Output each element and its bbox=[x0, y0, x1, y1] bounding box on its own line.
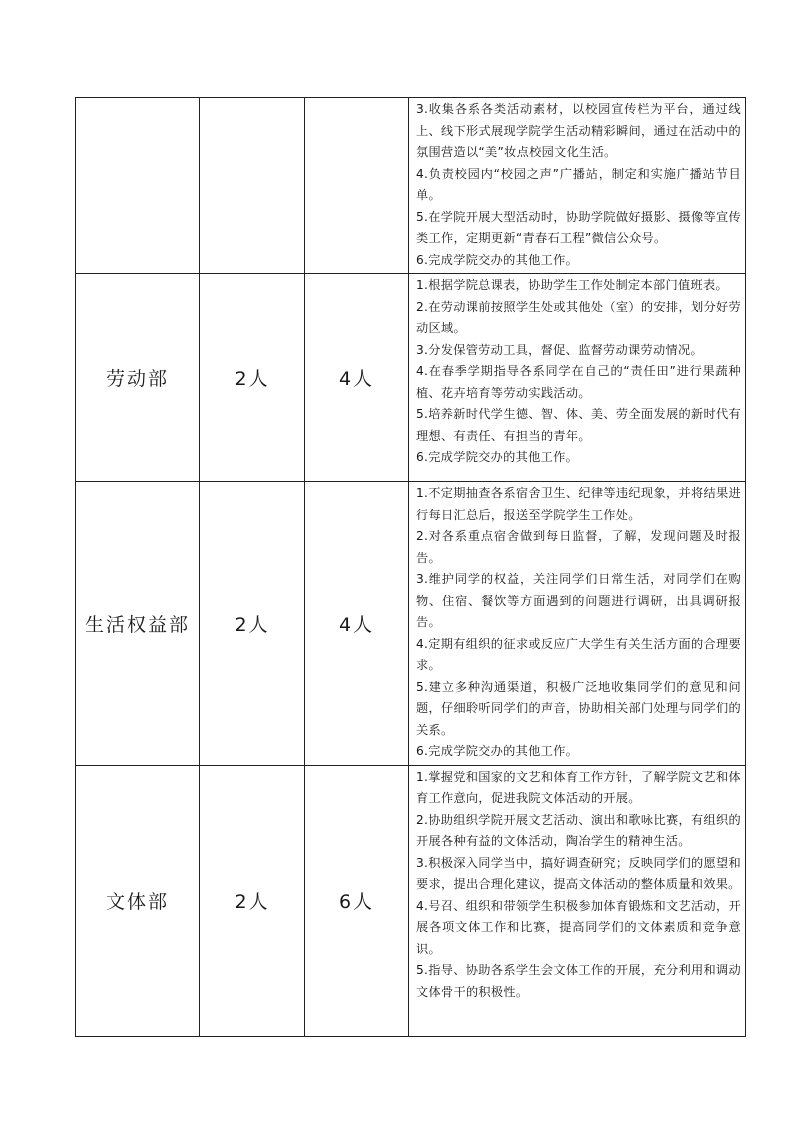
duty-item: 2.对各系重点宿舍做到每日监督，了解，发现问题及时报告。 bbox=[416, 529, 741, 565]
duty-item: 1.根据学院总课表，协助学生工作处制定本部门值班表。 bbox=[416, 278, 728, 292]
department-duty-table bbox=[75, 97, 746, 1037]
duties-cell bbox=[409, 98, 746, 274]
member-count-a bbox=[200, 98, 305, 274]
table-row bbox=[76, 765, 746, 1036]
duty-item: 5.指导、协助各系学生会文体工作的开展，充分利用和调动文体骨干的积极性。 bbox=[416, 963, 741, 999]
duty-item: 6.完成学院交办的其他工作。 bbox=[416, 450, 579, 464]
duty-item: 3.分发保管劳动工具，督促、监督劳动课劳动情况。 bbox=[416, 342, 703, 357]
department-name: 劳动部 bbox=[76, 274, 200, 482]
department-name: 生活权益部 bbox=[76, 482, 200, 766]
member-count-a: 2人 bbox=[200, 765, 305, 1036]
duty-item: 2.在劳动课前按照学生处或其他处（室）的安排，划分好劳动区域。 bbox=[416, 299, 741, 335]
duty-item: 1.掌握党和国家的文艺和体育工作方针，了解学院文艺和体育工作意向，促进我院文体活动的开展。 bbox=[416, 769, 741, 805]
duty-item: 4.号召、组织和带领学生积极参加体育锻炼和文艺活动，开展各项文体工作和比赛，提高同学们的文体素质和竞争意识。 bbox=[416, 898, 741, 956]
duties-cell bbox=[409, 482, 746, 766]
duties-cell bbox=[409, 765, 746, 1036]
duties-cell bbox=[409, 274, 746, 482]
member-count-b: 4人 bbox=[305, 274, 409, 482]
duty-item: 3.积极深入同学当中，搞好调查研究；反映同学们的愿望和要求，提出合理化建议，提高文体活动的整体质量和效果。 bbox=[416, 855, 741, 891]
department-name: 文体部 bbox=[76, 765, 200, 1036]
duty-item: 2.协助组织学院开展文艺活动、演出和歌咏比赛，有组织的开展各种有益的文体活动，陶冶学生的精神生活。 bbox=[416, 812, 741, 848]
member-count-b bbox=[305, 98, 409, 274]
member-count-a: 2人 bbox=[200, 482, 305, 766]
table-row bbox=[76, 98, 746, 274]
member-count-b: 4人 bbox=[305, 482, 409, 766]
duty-item: 1.不定期抽查各系宿舍卫生、纪律等违纪现象，并将结果进行每日汇总后，报送至学院学生工作处。 bbox=[416, 486, 741, 522]
duty-item: 5.建立多种沟通渠道，积极广泛地收集同学们的意见和问题，仔细聆听同学们的声音，协助相关部门处理与同学们的关系。 bbox=[416, 679, 741, 737]
duty-item: 4.负责校园内“校园之声”广播站，制定和实施广播站节目单。 bbox=[416, 166, 741, 202]
duty-item: 4.定期有组织的征求或反应广大学生有关生活方面的合理要求。 bbox=[416, 636, 741, 672]
table-row bbox=[76, 482, 746, 766]
duty-item: 6.完成学院交办的其他工作。 bbox=[416, 744, 579, 758]
duty-item: 5.培养新时代学生德、智、体、美、劳全面发展的新时代有理想、有责任、有担当的青年。 bbox=[416, 407, 741, 443]
duty-item: 3.收集各系各类活动素材，以校园宣传栏为平台，通过线上、线下形式展现学院学生活动精彩瞬间，通过在活动中的氛围营造以“美”妆点校园文化生活。 bbox=[416, 102, 741, 159]
table-row bbox=[76, 274, 746, 482]
duty-item: 5.在学院开展大型活动时，协助学院做好摄影、摄像等宣传类工作，定期更新“青春石工程”微信公众号。 bbox=[416, 209, 741, 245]
department-name bbox=[76, 98, 200, 274]
duty-item: 4.在春季学期指导各系同学在自己的“责任田”进行果蔬种植、花卉培育等劳动实践活动。 bbox=[416, 364, 741, 400]
member-count-a: 2人 bbox=[200, 274, 305, 482]
member-count-b: 6人 bbox=[305, 765, 409, 1036]
duty-item: 3.维护同学的权益，关注同学们日常生活，对同学们在购物、住宿、餐饮等方面遇到的问题进行调研，出具调研报告。 bbox=[416, 572, 741, 629]
duty-item: 6.完成学院交办的其他工作。 bbox=[416, 252, 579, 267]
